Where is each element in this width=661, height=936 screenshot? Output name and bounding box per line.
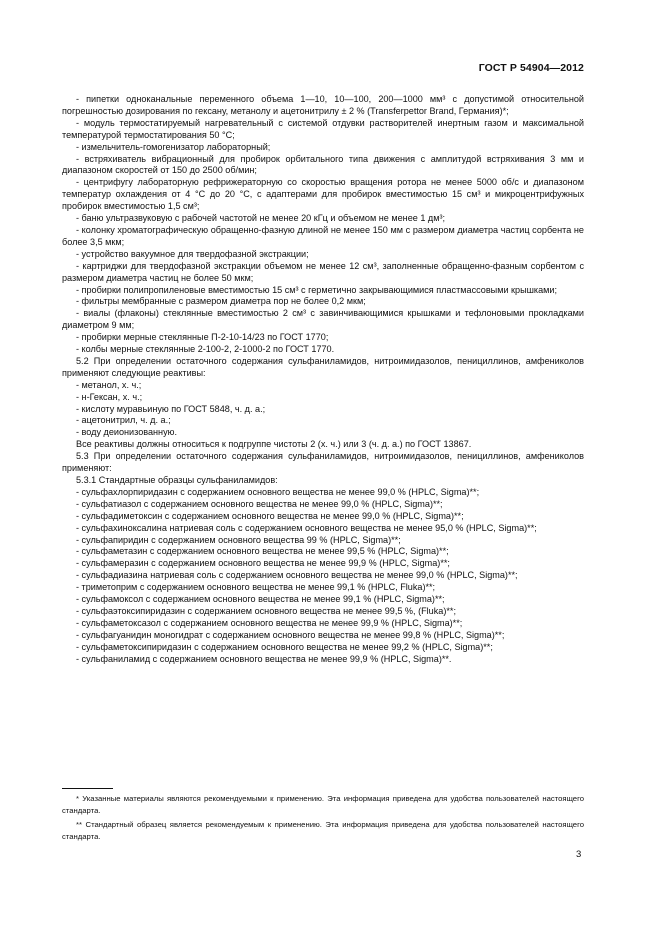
body-paragraph: - баню ультразвуковую с рабочей частотой не менее 20 кГц и объемом не менее 1 дм³; xyxy=(76,213,446,224)
body-paragraph: - центрифугу лабораторную рефрижераторную со скоростью вращения ротора не менее 5000 об/с и диапазоном температур охлаждения от 4 °С до 20 °С, с адаптерами для пробирок вместимостью 15 см³ и микроцентрифужных пробирок вместимостью 1,5 см³; xyxy=(62,177,584,212)
body-paragraph: - сульфадиметоксин с содержанием основного вещества не менее 99,0 % (HPLC, Sigma)**; xyxy=(76,510,464,521)
body-paragraph: - кислоту муравьиную по ГОСТ 5848, ч. д. а.; xyxy=(76,403,266,414)
body-paragraph: - сульфахиноксалина натриевая соль с содержанием основного вещества не менее 95,0 % (HPLC, Sigma)**; xyxy=(76,522,537,533)
body-text xyxy=(62,94,584,666)
body-paragraph: - колбы мерные стеклянные 2-100-2, 2-1000-2 по ГОСТ 1770. xyxy=(76,344,335,355)
body-paragraph: - колонку хроматографическую обращенно-фазную длиной не менее 150 мм с размером диаметра частиц сорбента не более 3,5 мкм; xyxy=(62,224,584,247)
footnote: * Указанные материалы являются рекомендуемыми к применению. Эта информация приведена для удобства пользователей настоящего стандарта. xyxy=(62,794,584,815)
body-paragraph: - воду деионизованную. xyxy=(76,427,177,438)
body-paragraph: - пробирки мерные стеклянные П-2-10-14/23 по ГОСТ 1770; xyxy=(76,332,329,343)
page-number: 3 xyxy=(576,849,582,860)
body-paragraph: - ацетонитрил, ч. д. а.; xyxy=(76,415,171,426)
body-paragraph: - сульфатиазол с содержанием основного вещества не менее 99,0 % (HPLC, Sigma)**; xyxy=(76,498,443,509)
footnote: ** Стандартный образец является рекомендуемым к применению. Эта информация приведена для удобства пользователей настоящего стандарта. xyxy=(62,820,584,841)
body-paragraph: - измельчитель-гомогенизатор лабораторный; xyxy=(76,141,271,152)
body-paragraph: 5.2 При определении остаточного содержания сульфаниламидов, нитроимидазолов, пенициллинов, амфениколов применяют следующие реактивы: xyxy=(62,355,584,378)
footnote-separator xyxy=(62,788,113,789)
body-paragraph: - сульфаметоксипиридазин с содержанием основного вещества не менее 99,2 % (HPLC, Sigma)**; xyxy=(76,641,493,652)
body-paragraph: - фильтры мембранные с размером диаметра пор не более 0,2 мкм; xyxy=(76,296,366,307)
body-paragraph: - модуль термостатируемый нагревательный с системой отдувки растворителей инертным газом и максимальной температурой термостатирования 50 °С; xyxy=(62,117,584,140)
body-paragraph: - сульфахлорпиридазин с содержанием основного вещества не менее 99,0 % (HPLC, Sigma)**; xyxy=(76,486,480,497)
body-paragraph: 5.3 При определении остаточного содержания сульфаниламидов, нитроимидазолов, пенициллинов, амфениколов применяют: xyxy=(62,451,584,474)
body-paragraph: - сульфаэтоксипиридазин с содержанием основного вещества не менее 99,5 %, (Fluka)**; xyxy=(76,605,456,616)
body-paragraph: - картриджи для твердофазной экстракции объемом не менее 12 см³, заполненные обращенно-фазным сорбентом с размером диаметра частиц не более 50 мкм; xyxy=(62,260,584,283)
body-paragraph: - н-Гексан, х. ч.; xyxy=(76,391,143,402)
body-paragraph: - пробирки полипропиленовые вместимостью 15 см³ с герметично закрывающимися пластмассовыми крышками; xyxy=(76,284,558,295)
body-paragraph: - устройство вакуумное для твердофазной экстракции; xyxy=(76,248,309,259)
body-paragraph: - метанол, х. ч.; xyxy=(76,379,142,390)
body-paragraph: - пипетки одноканальные переменного объема 1—10, 10—100, 200—1000 мм³ с допустимой относительной погрешностью дозирования по гексану, метанолу и ацетонитрилу ± 2 % (Transferpettor Brand, Германия)*; xyxy=(62,94,584,116)
body-paragraph: - сульфамеразин с содержанием основного вещества не менее 99,9 % (HPLC, Sigma)**; xyxy=(76,558,450,569)
body-paragraph: - сульфамоксол с содержанием основного вещества не менее 99,1 % (HPLC, Sigma)**; xyxy=(76,594,445,605)
body-paragraph: Все реактивы должны относиться к подгруппе чистоты 2 (х. ч.) или 3 (ч. д. а.) по ГОСТ 13867. xyxy=(76,439,472,450)
body-paragraph: - виалы (флаконы) стеклянные вместимостью 2 см³ с завинчивающимися крышками и тефлоновыми прокладками диаметром 9 мм; xyxy=(62,308,584,331)
body-paragraph: - встряхиватель вибрационный для пробирок орбитального типа движения с амплитудой встряхивания 3 мм и диапазоном скоростей от 150 до 2500 об/мин; xyxy=(62,153,584,176)
body-paragraph: - сульфадиазина натриевая соль с содержанием основного вещества не менее 99,0 % (HPLC, Sigma)**; xyxy=(76,570,518,581)
body-paragraph: - сульфапиридин с содержанием основного вещества 99 % (HPLC, Sigma)**; xyxy=(76,534,401,545)
body-paragraph: - сульфагуанидин моногидрат с содержанием основного вещества не менее 99,8 % (HPLC, Sigma)**; xyxy=(76,629,505,640)
body-paragraph: - сульфаметоксазол с содержанием основного вещества не менее 99,9 % (HPLC, Sigma)**; xyxy=(76,617,463,628)
standard-header: ГОСТ Р 54904—2012 xyxy=(478,62,584,74)
body-paragraph: - сульфаметазин с содержанием основного вещества не менее 99,5 % (HPLC, Sigma)**; xyxy=(76,546,449,557)
body-paragraph: - сульфаниламид с содержанием основного вещества не менее 99,9 % (HPLC, Sigma)**. xyxy=(76,653,452,664)
body-paragraph: - триметоприм с содержанием основного вещества не менее 99,1 % (HPLC, Fluka)**; xyxy=(76,582,436,593)
body-paragraph: 5.3.1 Стандартные образцы сульфаниламидов: xyxy=(76,475,278,485)
footnotes xyxy=(62,793,584,845)
